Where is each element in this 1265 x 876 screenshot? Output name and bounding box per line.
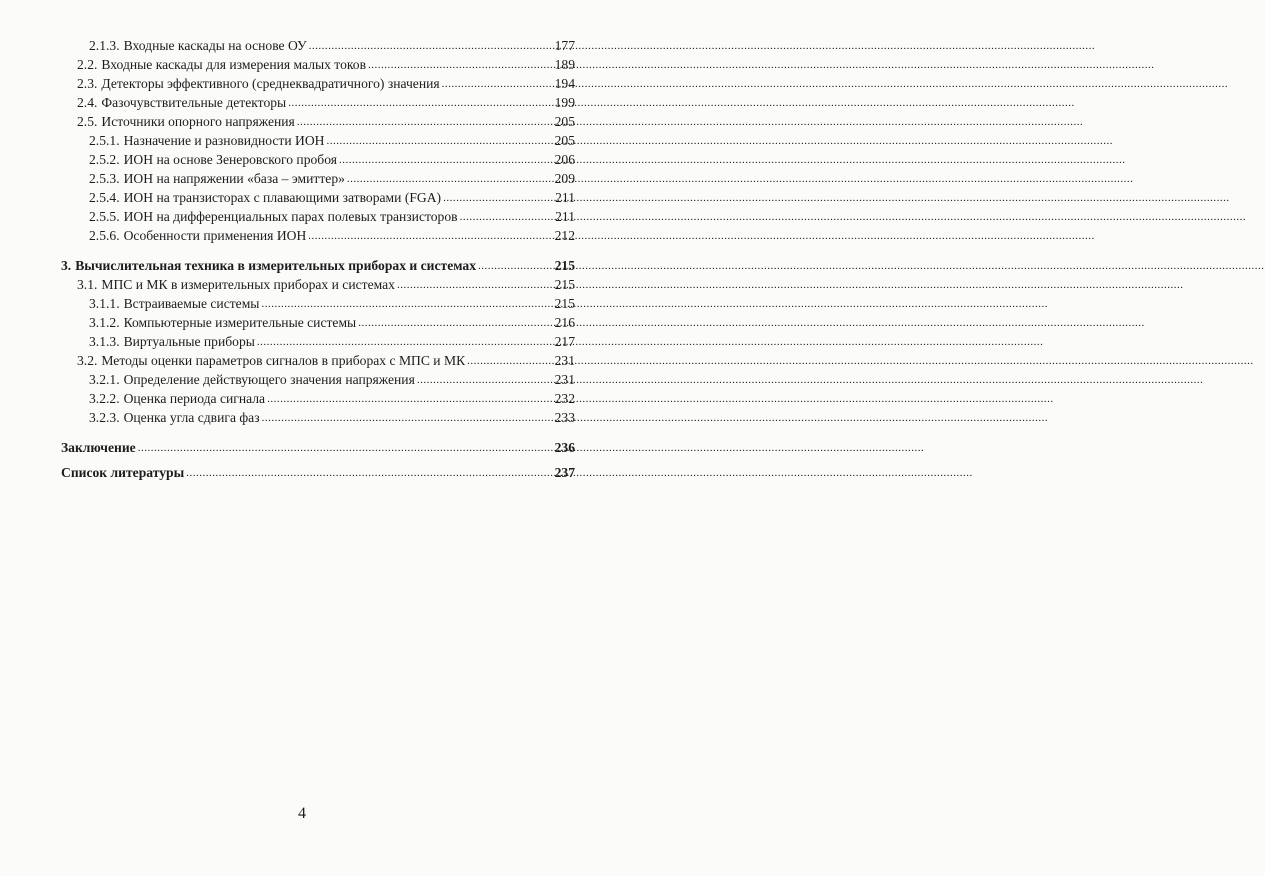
- dot-leader: [368, 54, 551, 75]
- toc-entry-page: 177: [554, 38, 575, 53]
- toc-entry-number: 3.1.: [77, 277, 98, 292]
- toc-entry-2-5-5: [61, 207, 575, 226]
- toc-entry-2-5-4: [61, 188, 575, 207]
- toc-entry-page: 215: [554, 277, 575, 292]
- toc-entry-title: Заключение: [61, 440, 136, 455]
- toc-entry-2-5-6: [61, 226, 575, 245]
- dot-leader: [309, 35, 551, 56]
- dot-leader: [339, 149, 551, 170]
- toc-entry-2-5: [61, 112, 575, 131]
- dot-leader: [443, 187, 551, 208]
- toc-entry-2-5-3: [61, 169, 575, 188]
- toc-entry-page: 209: [554, 171, 575, 186]
- toc-entry-page: 212: [554, 228, 575, 243]
- toc-entry-3-1: [61, 275, 575, 294]
- dot-leader: [442, 73, 551, 94]
- toc-entry-3-1-3: [61, 332, 575, 351]
- dot-leader: [417, 369, 551, 390]
- dot-leader: [297, 111, 551, 132]
- dot-leader: [467, 350, 551, 371]
- toc-entry-number: 3.2.1.: [89, 372, 120, 387]
- toc-entry-number: 3.1.2.: [89, 315, 120, 330]
- toc-references: [61, 463, 575, 482]
- toc-entry-number: 2.5.3.: [89, 171, 120, 186]
- toc-entry-title: Назначение и разновидности ИОН: [123, 133, 325, 148]
- toc-entry-title: Источники опорного напряжения: [101, 114, 295, 129]
- dot-leader: [262, 407, 551, 428]
- toc-entry-number: 2.4.: [77, 95, 98, 110]
- toc-entry-2-5-1: [61, 131, 575, 150]
- dot-leader: [347, 168, 551, 189]
- toc-entry-number: 3.1.3.: [89, 334, 120, 349]
- toc-entry-title: Входные каскады для измерения малых токов: [101, 57, 366, 72]
- dot-leader: [327, 130, 552, 151]
- toc-entry-number: 3.1.1.: [89, 296, 120, 311]
- dot-leader: [138, 437, 551, 458]
- toc-entry-page: 205: [554, 133, 575, 148]
- toc-entry-title: ИОН на основе Зенеровского пробоя: [123, 152, 337, 167]
- toc-entry-2-2: [61, 55, 575, 74]
- toc-entry-3-2-3: [61, 408, 575, 427]
- toc-entry-title: Оценка угла сдвига фаз: [123, 410, 260, 425]
- dot-leader: [261, 293, 551, 314]
- toc-entry-title: Встраиваемые системы: [123, 296, 260, 311]
- toc-entry-number: 3.2.3.: [89, 410, 120, 425]
- toc-entry-title: Методы оценки параметров сигналов в приборах с МПС и МК: [101, 353, 466, 368]
- toc-entry-title: ИОН на дифференциальных парах полевых транзисторов: [123, 209, 458, 224]
- toc-entry-page: 215: [554, 296, 575, 311]
- toc-entry-page: 237: [554, 465, 575, 480]
- toc-entry-number: 2.5.2.: [89, 152, 120, 167]
- dot-leader: [288, 92, 551, 113]
- toc-conclusion: [61, 438, 575, 457]
- toc-entry-page: 215: [554, 258, 575, 273]
- page-number: 4: [298, 805, 306, 822]
- toc-entry-page: 231: [554, 372, 575, 387]
- toc-entry-number: 2.5.6.: [89, 228, 120, 243]
- dot-leader: [397, 274, 551, 295]
- toc-entry-title: Детекторы эффективного (среднеквадратичного) значения: [101, 76, 440, 91]
- toc-entry-title: Определение действующего значения напряжения: [123, 372, 415, 387]
- dot-leader: [257, 331, 551, 352]
- toc-entry-title: Фазочувствительные детекторы: [101, 95, 287, 110]
- toc-entry-page: 217: [554, 334, 575, 349]
- toc-entry-page: 199: [554, 95, 575, 110]
- toc-entry-number: 3.: [61, 258, 72, 273]
- toc-entry-number: 3.2.: [77, 353, 98, 368]
- toc-entry-title: Компьютерные измерительные системы: [123, 315, 357, 330]
- toc-entry-2-5-2: [61, 150, 575, 169]
- toc-entry-3-2-1: [61, 370, 575, 389]
- toc-entry-title: Оценка периода сигнала: [123, 391, 266, 406]
- document-page: [0, 0, 604, 876]
- toc-entry-2-4: [61, 93, 575, 112]
- dot-leader: [267, 388, 551, 409]
- toc-entry-page: 211: [555, 190, 575, 205]
- toc-entry-page: 231: [554, 353, 575, 368]
- toc-entry-page: 211: [555, 209, 575, 224]
- toc-entry-number: 2.5.1.: [89, 133, 120, 148]
- dot-leader: [358, 312, 551, 333]
- toc-entry-title: ИОН на напряжении «база – эмиттер»: [123, 171, 345, 186]
- toc-entry-title: Особенности применения ИОН: [123, 228, 307, 243]
- toc-entry-title: МПС и МК в измерительных приборах и системах: [101, 277, 395, 292]
- toc-entry-number: 2.2.: [77, 57, 98, 72]
- dot-leader: [460, 206, 551, 227]
- toc-entry-2-3: [61, 74, 575, 93]
- toc-entry-number: 2.5.5.: [89, 209, 120, 224]
- toc-entry-3-1-1: [61, 294, 575, 313]
- toc-entry-page: 205: [554, 114, 575, 129]
- toc-entry-title: ИОН на транзисторах с плавающими затворами (FGA): [123, 190, 442, 205]
- toc-entry-page: 194: [554, 76, 575, 91]
- toc-entry-title: Виртуальные приборы: [123, 334, 255, 349]
- dot-leader: [186, 462, 551, 483]
- toc-entry-3-2: [61, 351, 575, 370]
- toc-entry-title: Вычислительная техника в измерительных приборах и системах: [75, 258, 476, 273]
- toc-entry-3-1-2: [61, 313, 575, 332]
- toc-chapter-3: [61, 256, 575, 275]
- dot-leader: [308, 225, 551, 246]
- toc-entry-page: 206: [554, 152, 575, 167]
- toc-entry-page: 189: [554, 57, 575, 72]
- toc-entry-title: Список литературы: [61, 465, 185, 480]
- toc-entry-number: 2.5.4.: [89, 190, 120, 205]
- toc-entry-page: 232: [554, 391, 575, 406]
- toc-entry-3-2-2: [61, 389, 575, 408]
- table-of-contents: [61, 36, 575, 482]
- toc-entry-page: 233: [554, 410, 575, 425]
- toc-entry-page: 236: [554, 440, 575, 455]
- dot-leader: [478, 255, 551, 276]
- toc-entry-number: 2.5.: [77, 114, 98, 129]
- toc-entry-number: 2.1.3.: [89, 38, 120, 53]
- toc-entry-number: 3.2.2.: [89, 391, 120, 406]
- toc-entry-2-1-3: [61, 36, 575, 55]
- toc-entry-page: 216: [554, 315, 575, 330]
- toc-entry-number: 2.3.: [77, 76, 98, 91]
- toc-entry-title: Входные каскады на основе ОУ: [123, 38, 307, 53]
